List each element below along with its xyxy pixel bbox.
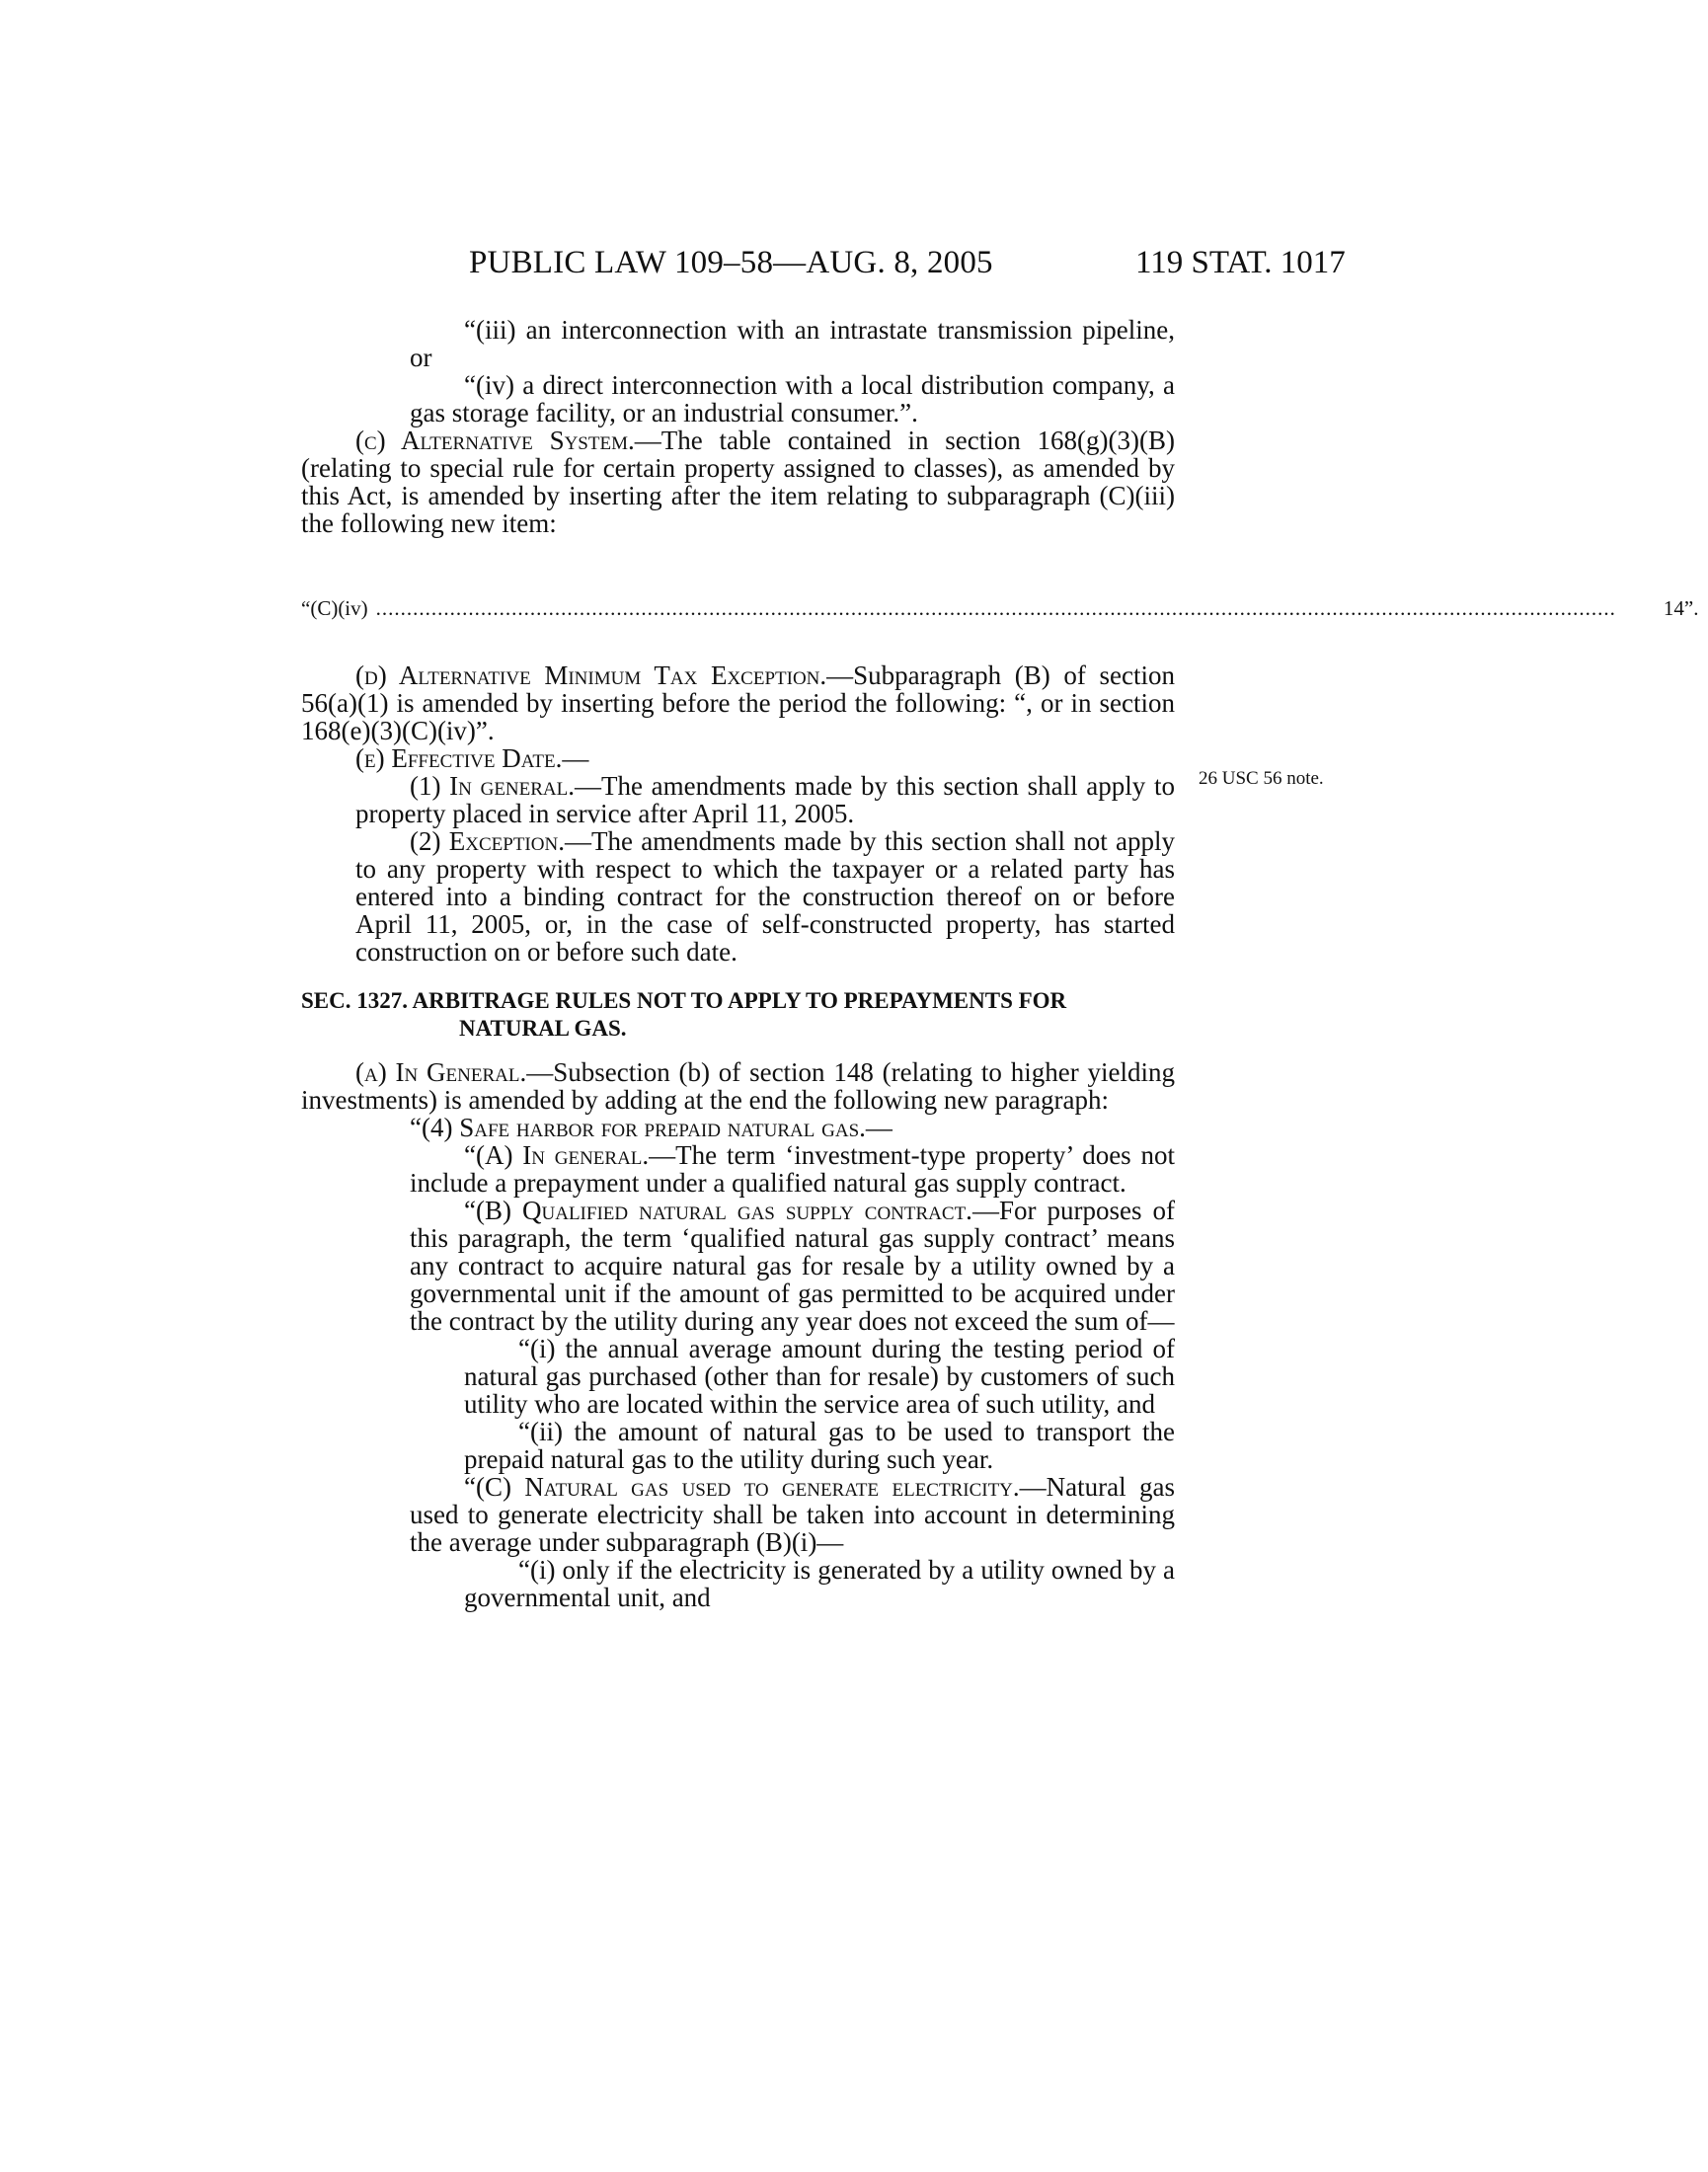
subsection-a (301, 1058, 1175, 1114)
subparagraph-A-heading: “(A) In general. (464, 1140, 650, 1170)
paragraph-4-dash: — (865, 1113, 893, 1142)
clause-iv-text: “(iv) a direct interconnection with a local distribution company, a gas storage facility, or an industrial consumer.”. (410, 370, 1175, 427)
table-item-leader: ......................................................................................................................................................................................................... (375, 596, 1616, 620)
paragraph-e1-heading: (1) In general. (410, 771, 575, 801)
paragraph-e2-heading: (2) Exception. (410, 826, 565, 856)
paragraph-e1 (301, 772, 1175, 827)
subsection-e-heading: (e) Effective Date. (355, 743, 563, 773)
margin-note: 26 USC 56 note. (1199, 768, 1324, 789)
subparagraph-B (301, 1197, 1175, 1335)
subparagraph-B-body: —For purposes of this paragraph, the term ‘qualified natural gas supply contract’ means any contract to acquire natural gas for resale by a utility owned by a governmental unit if the amount of gas permitted to be acquired under the contract by the utility during any year does not exceed the sum of— (410, 1196, 1176, 1336)
section-heading: SEC. 1327. ARBITRAGE RULES NOT TO APPLY TO PREPAYMENTS FOR NATURAL GAS. (301, 988, 1067, 1041)
subparagraph-C-heading: “(C) Natural gas used to generate electricity. (464, 1472, 1020, 1502)
subsection-c-heading: (c) Alternative System. (355, 426, 635, 455)
subparagraph-A-body: —The term ‘investment-type property’ does not include a prepayment under a qualified natural gas supply contract. (410, 1140, 1175, 1198)
subsection-e (301, 744, 1175, 772)
subsection-d-heading: (d) Alternative Minimum Tax Exception. (355, 660, 827, 690)
subsection-d-body: —Subparagraph (B) of section 56(a)(1) is amended by inserting before the period the following: “, or in section 168(e)(3)(C)(iv)”. (301, 660, 1175, 745)
subsection-c-body: —The table contained in section 168(g)(3)(B) (relating to special rule for certain property assigned to classes), as amended by this Act, is amended by inserting after the item relating to subparagraph (C)(iii) the following new item: (301, 426, 1176, 538)
paragraph-e1-body: —The amendments made by this section shall apply to property placed in service after April 11, 2005. (355, 771, 1175, 828)
clause-B-i: “(i) the annual average amount during the testing period of natural gas purchased (other than for resale) by customers of such utility who are located within the service area of such utility, and (464, 1334, 1175, 1419)
clause-B-ii: “(ii) the amount of natural gas to be used to transport the prepaid natural gas to the utility during such year. (464, 1417, 1175, 1474)
subsection-c (301, 427, 1175, 537)
subsection-e-dash: — (562, 743, 589, 773)
subsection-a-heading: (a) In General. (355, 1057, 527, 1087)
subparagraph-C-body: —Natural gas used to generate electricity shall be taken into account in determining the average under subparagraph (B)(i)— (410, 1472, 1175, 1557)
paragraph-4 (301, 1114, 1175, 1141)
page-citation: 119 STAT. 1017 (1135, 245, 1346, 280)
clause-iii-text: “(iii) an interconnection with an intrastate transmission pipeline, or (410, 315, 1175, 372)
paragraph-e2 (301, 827, 1175, 966)
subparagraph-B-heading: “(B) Qualified natural gas supply contract. (464, 1196, 972, 1225)
table-item-value: 14”. (1663, 596, 1699, 620)
subparagraph-A (301, 1141, 1175, 1197)
subparagraph-C (301, 1473, 1175, 1556)
paragraph-4-heading: “(4) Safe harbor for prepaid natural gas. (410, 1113, 866, 1142)
running-header: PUBLIC LAW 109–58—AUG. 8, 2005 (469, 245, 993, 280)
table-item-key: “(C)(iv) (301, 596, 368, 620)
paragraph-e2-body: —The amendments made by this section shall not apply to any property with respect to which the taxpayer or a related party has entered into a binding contract for the construction thereof on or before April 11, 2005, or, in the case of self-constructed property, has started construction on or before such date. (355, 826, 1175, 967)
subsection-d (301, 661, 1175, 744)
clause-C-i: “(i) only if the electricity is generated by a utility owned by a governmental unit, and (464, 1555, 1175, 1612)
subsection-a-body: —Subsection (b) of section 148 (relating to higher yielding investments) is amended by adding at the end the following new paragraph: (301, 1057, 1175, 1115)
table-item (301, 594, 1699, 622)
